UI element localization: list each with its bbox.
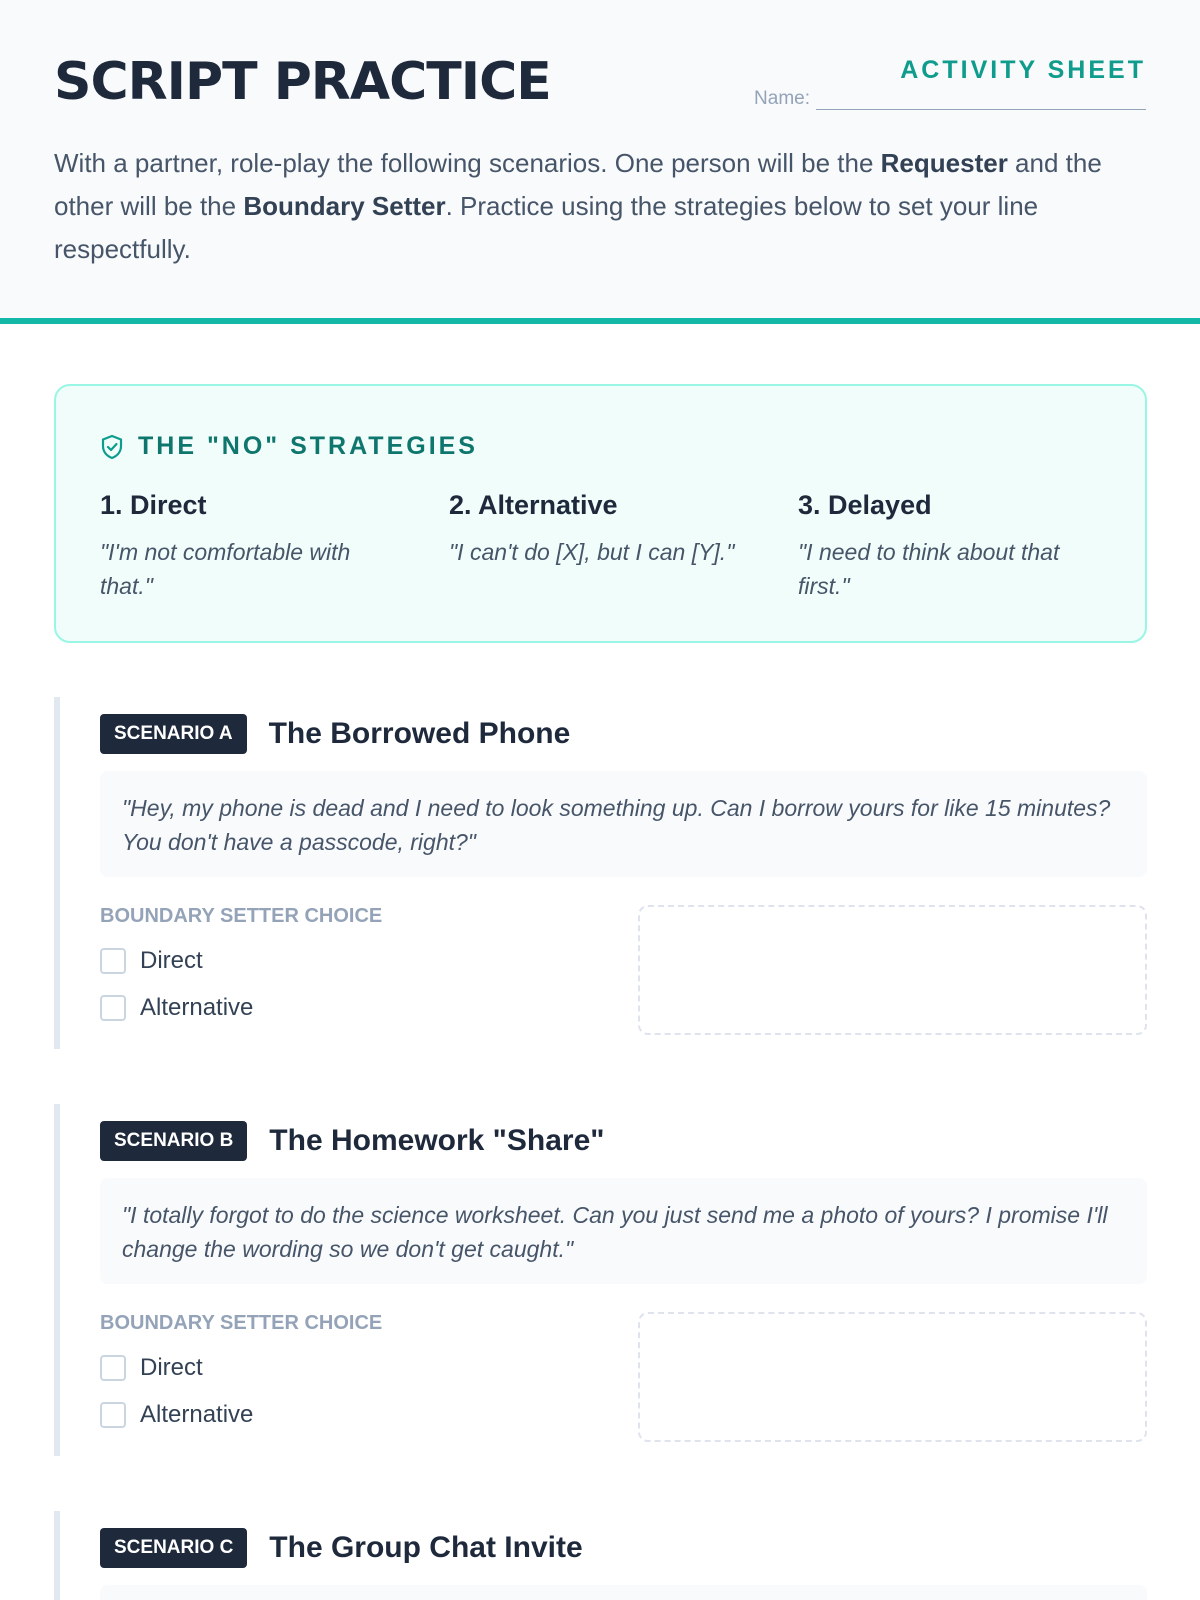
requester-term: Requester [880, 148, 1008, 178]
scenario-badge: SCENARIO B [100, 1121, 247, 1161]
alternative-checkbox[interactable] [100, 995, 126, 1021]
scenario-a [54, 697, 1147, 1049]
option-alternative[interactable] [100, 994, 253, 1022]
option-label: Alternative [140, 994, 254, 1021]
response-box[interactable] [638, 1312, 1147, 1442]
scenario-c [54, 1511, 1147, 1600]
intro-text-part: . Practice using the strategies below to set your line respectfully. [54, 191, 1039, 264]
strategy-name: 2. Alternative [449, 490, 618, 520]
scenario-quote: "Hey, my phone is dead and I need to look something up. Can I borrow yours for like 15 minutes? You don't have a passcode, right?" [100, 771, 1147, 877]
name-field[interactable] [816, 90, 1146, 110]
choice-label: BOUNDARY SETTER CHOICE [100, 1312, 383, 1334]
strategies-panel [54, 384, 1147, 643]
strategy-delayed [798, 490, 1098, 603]
option-label: Direct [140, 947, 203, 974]
strategies-title: THE "NO" STRATEGIES [138, 432, 478, 460]
intro-text [54, 142, 1154, 271]
option-alternative[interactable] [100, 1401, 253, 1429]
strategy-alternative [449, 490, 749, 569]
alternative-checkbox[interactable] [100, 1402, 126, 1428]
scenario-header [100, 1121, 605, 1161]
strategy-name: 3. Delayed [798, 490, 932, 520]
intro-text-part: and the other will be the [54, 148, 1102, 221]
strategies-heading [100, 432, 478, 461]
direct-checkbox[interactable] [100, 1355, 126, 1381]
scenario-quote: "I totally forgot to do the science worksheet. Can you just send me a photo of yours? I promise I'll change the wording so we don't get caught." [100, 1178, 1147, 1284]
scenario-badge: SCENARIO C [100, 1528, 247, 1568]
direct-checkbox[interactable] [100, 948, 126, 974]
activity-sheet-label: ACTIVITY SHEET [900, 56, 1146, 84]
strategy-direct [100, 490, 400, 603]
option-label: Direct [140, 1354, 203, 1381]
strategy-quote: "I can't do [X], but I can [Y]." [449, 539, 735, 565]
page-title: SCRIPT PRACTICE [54, 52, 551, 112]
scenario-badge: SCENARIO A [100, 714, 247, 754]
header [0, 0, 1200, 324]
scenario-header [100, 714, 570, 754]
scenario-quote [100, 1585, 1147, 1600]
response-box[interactable] [638, 905, 1147, 1035]
scenario-title: The Borrowed Phone [268, 717, 571, 750]
scenario-title: The Group Chat Invite [269, 1531, 583, 1564]
name-field-group [754, 88, 1146, 110]
option-direct[interactable] [100, 1354, 203, 1382]
name-label: Name: [754, 88, 810, 109]
strategy-name: 1. Direct [100, 490, 207, 520]
shield-check-icon [100, 434, 124, 460]
scenario-b [54, 1104, 1147, 1456]
strategy-quote: "I'm not comfortable with that." [100, 539, 351, 599]
choice-label: BOUNDARY SETTER CHOICE [100, 905, 383, 927]
option-direct[interactable] [100, 947, 203, 975]
scenario-header [100, 1528, 583, 1568]
boundary-setter-term: Boundary Setter [243, 191, 446, 221]
option-label: Alternative [140, 1401, 254, 1428]
intro-text-part: With a partner, role-play the following scenarios. One person will be the [54, 148, 881, 178]
strategy-quote: "I need to think about that first." [798, 539, 1060, 599]
scenario-title: The Homework "Share" [269, 1124, 605, 1157]
